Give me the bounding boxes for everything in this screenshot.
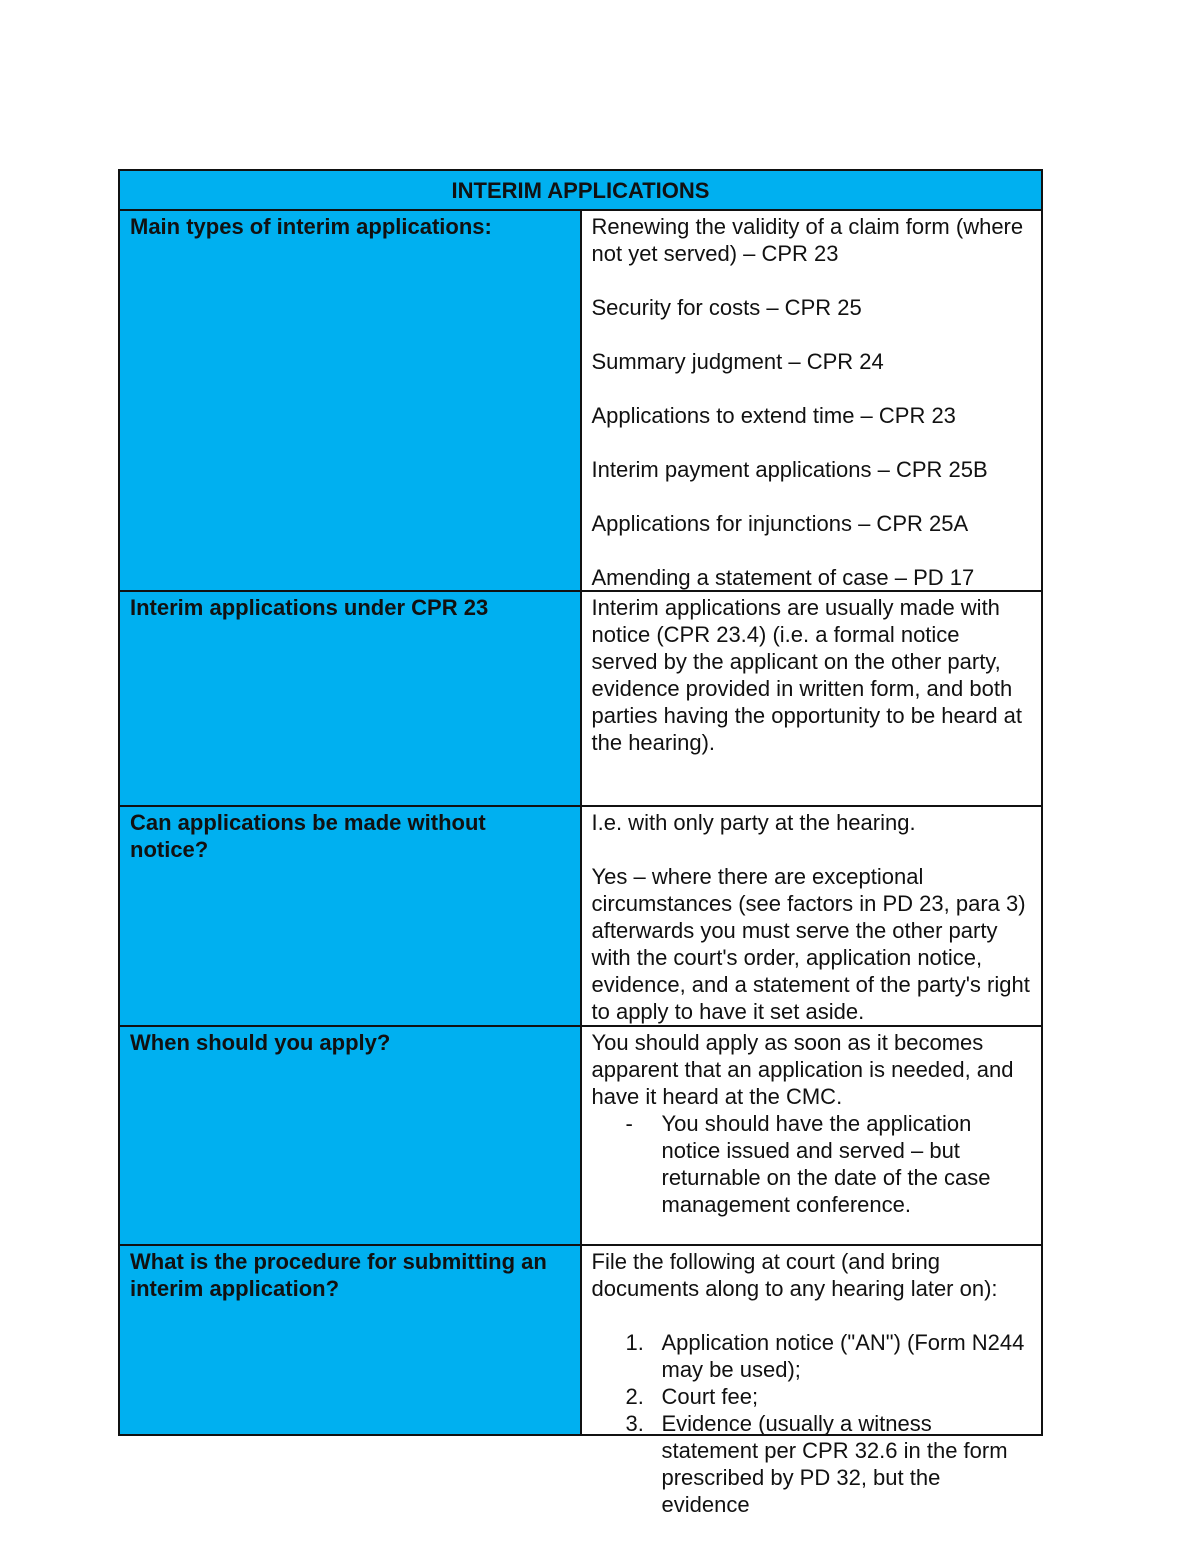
paragraph: Interim payment applications – CPR 25B xyxy=(591,457,988,482)
list-item-text: Application notice ("AN") (Form N244 may be used); xyxy=(661,1330,1025,1382)
table-row xyxy=(119,1026,1042,1245)
paragraph: Yes – where there are exceptional circumstances (see factors in PD 23, para 3) afterwards you must serve the other party with the court's order, application notice, evidence, and a statement of the party's right to apply to have it set aside. xyxy=(591,864,1030,1024)
row-content-cell xyxy=(581,591,1043,806)
row-label-cell xyxy=(119,210,581,591)
bullet-list xyxy=(592,1110,1032,1218)
row-label-cell xyxy=(119,1026,581,1245)
paragraph: You should apply as soon as it becomes apparent that an application is needed, and have it heard at the CMC. xyxy=(591,1030,1014,1109)
paragraph: Amending a statement of case – PD 17 xyxy=(591,565,975,590)
list-item-text: Evidence (usually a witness statement per CPR 32.6 in the form prescribed by PD 32, but the evidence xyxy=(661,1411,1008,1517)
row-label: What is the procedure for submitting an interim application? xyxy=(130,1249,547,1301)
row-label: Can applications be made without notice? xyxy=(130,810,486,862)
interim-applications-table xyxy=(118,169,1043,1517)
table-header-row xyxy=(119,170,1042,210)
list-item xyxy=(592,1110,1032,1218)
row-content-cell xyxy=(581,1026,1043,1245)
paragraph: Applications to extend time – CPR 23 xyxy=(591,403,956,428)
paragraph: Applications for injunctions – CPR 25A xyxy=(591,511,969,536)
paragraph: Interim applications are usually made with notice (CPR 23.4) (i.e. a formal notice served by the applicant on the other party, evidence provided in written form, and both parties having the opportunity to be heard at the hearing). xyxy=(591,595,1023,755)
list-number: 1. xyxy=(625,1330,644,1355)
list-item xyxy=(592,1383,1032,1410)
list-item-text: Court fee; xyxy=(661,1384,759,1409)
list-item xyxy=(592,1410,1032,1518)
paragraph: I.e. with only party at the hearing. xyxy=(591,810,916,835)
paragraph: Summary judgment – CPR 24 xyxy=(591,349,884,374)
paragraph: Security for costs – CPR 25 xyxy=(591,295,862,320)
row-content-cell xyxy=(581,806,1043,1026)
table-row xyxy=(119,210,1042,591)
row-label: When should you apply? xyxy=(130,1030,391,1055)
list-item xyxy=(592,1329,1032,1383)
row-content-cell xyxy=(581,1245,1043,1517)
table-title: INTERIM APPLICATIONS xyxy=(119,170,1042,210)
row-label: Main types of interim applications: xyxy=(130,214,492,239)
row-label: Interim applications under CPR 23 xyxy=(130,595,489,620)
table-row xyxy=(119,591,1042,806)
list-number: 2. xyxy=(625,1384,644,1409)
list-number: 3. xyxy=(625,1411,644,1436)
paragraph: Renewing the validity of a claim form (where not yet served) – CPR 23 xyxy=(591,214,1024,266)
numbered-list xyxy=(592,1329,1032,1518)
paragraph: File the following at court (and bring documents along to any hearing later on): xyxy=(591,1249,998,1301)
row-label-cell xyxy=(119,1245,581,1435)
row-label-cell xyxy=(119,591,581,806)
bullet-marker: - xyxy=(625,1111,633,1136)
table-row xyxy=(119,806,1042,1026)
row-content-cell xyxy=(581,210,1043,591)
table-row xyxy=(119,1245,1042,1435)
list-item-text: You should have the application notice issued and served – but returnable on the date of the case management conference. xyxy=(661,1111,991,1217)
row-label-cell xyxy=(119,806,581,1026)
